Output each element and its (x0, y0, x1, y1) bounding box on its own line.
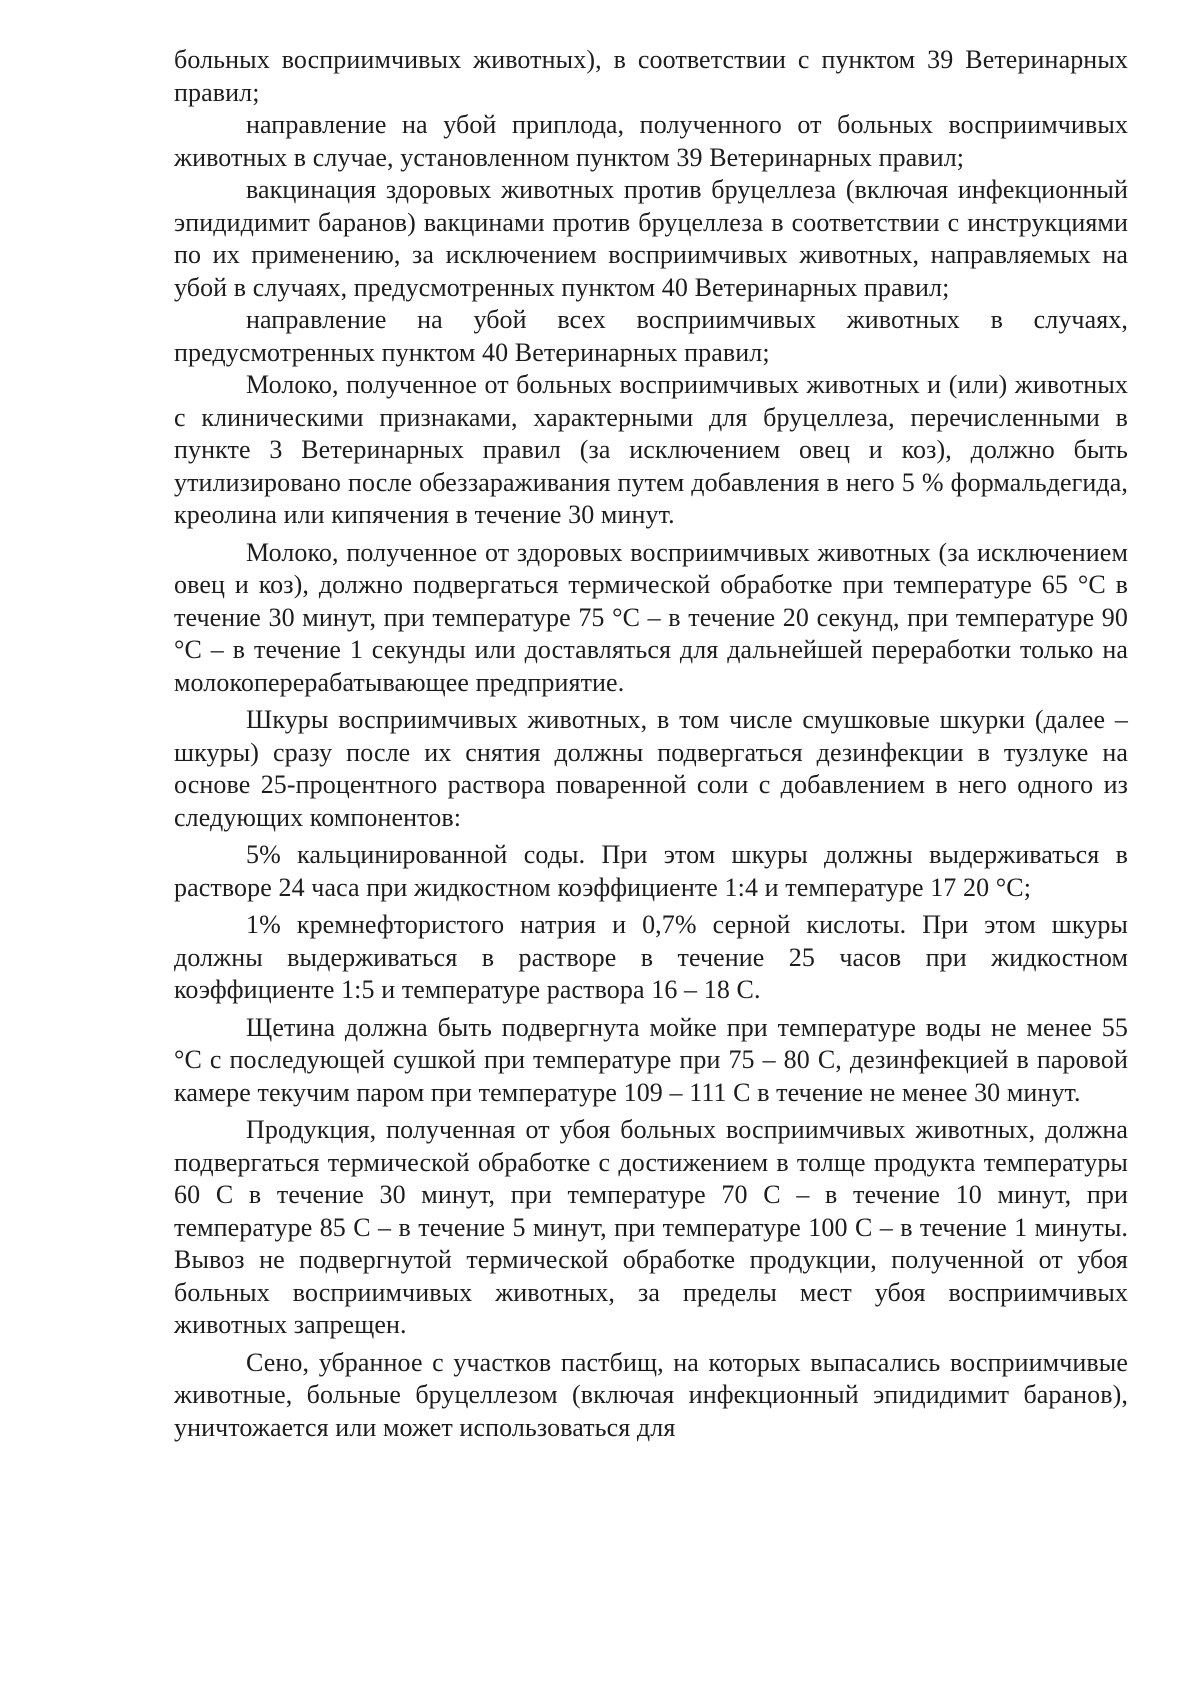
paragraph-10: Щетина должна быть подвергнута мойке при температуре воды не менее 55 °С с последующей сушкой при температуре при 75 – 80 С, дезинфекцией в паровой камере текучим паром при температуре 109 – 111 С в течение не менее 30 минут. (174, 1012, 1128, 1107)
paragraph-12: Сено, убранное с участков пастбищ, на которых выпасались восприимчивые животные, больные бруцеллезом (включая инфекционный эпидидимит баранов), уничтожается или может использоваться для (174, 1347, 1128, 1442)
paragraph-9: 1% кремнефтористого натрия и 0,7% серной кислоты. При этом шкуры должны выдерживаться в растворе в течение 25 часов при жидкостном коэффициенте 1:5 и температуре раствора 16 – 18 С. (174, 910, 1128, 1004)
paragraph-6: Молоко, полученное от здоровых восприимчивых животных (за исключением овец и коз), должно подвергаться термической обработке при температуре 65 °С в течение 30 минут, при температуре 75 °С – в течение 20 секунд, при температуре 90 °С – в течение 1 секунды или доставляться для дальнейшей переработки только на молокоперерабатывающее предприятие. (174, 537, 1128, 697)
paragraph-11: Продукция, полученная от убоя больных восприимчивых животных, должна подвергаться термической обработке с достижением в толще продукта температуры 60 С в течение 30 минут, при температуре 70 С – в течение 10 минут, при температуре 85 С – в течение 5 минут, при температуре 100 С – в течение 1 минуты. Вывоз не подвергнутой термической обработке продукции, полученной от убоя больных восприимчивых животных, за пределы мест убоя восприимчивых животных запрещен. (174, 1115, 1128, 1339)
document-body (174, 44, 1128, 1444)
paragraph-3: вакцинация здоровых животных против бруцеллеза (включая инфекционный эпидидимит баранов) вакцинами против бруцеллеза в соответствии с инструкциями по их применению, за исключением восприимчивых животных, направляемых на убой в случаях, предусмотренных пунктом 40 Ветеринарных правил; (174, 175, 1128, 302)
paragraph-5: Молоко, полученное от больных восприимчивых животных и (или) животных с клиническими признаками, характерными для бруцеллеза, перечисленными в пункте 3 Ветеринарных правил (за исключением овец и коз), должно быть утилизировано после обеззараживания путем добавления в него 5 % формальдегида, креолина или кипячения в течение 30 минут. (174, 370, 1128, 529)
paragraph-4: направление на убой всех восприимчивых животных в случаях, предусмотренных пунктом 40 Ветеринарных правил; (174, 305, 1128, 367)
paragraph-8: 5% кальцинированной соды. При этом шкуры должны выдерживаться в растворе 24 часа при жидкостном коэффициенте 1:4 и температуре 17 20 °С; (174, 840, 1128, 902)
paragraph-2: направление на убой приплода, полученного от больных восприимчивых животных в случае, установленном пунктом 39 Ветеринарных правил; (174, 110, 1128, 172)
paragraph-7: Шкуры восприимчивых животных, в том числе смушковые шкурки (далее – шкуры) сразу после их снятия должны подвергаться дезинфекции в тузлуке на основе 25-процентного раствора поваренной соли с добавлением в него одного из следующих компонентов: (174, 705, 1128, 832)
paragraph-1: больных восприимчивых животных), в соответствии с пунктом 39 Ветеринарных правил; (174, 45, 1128, 107)
